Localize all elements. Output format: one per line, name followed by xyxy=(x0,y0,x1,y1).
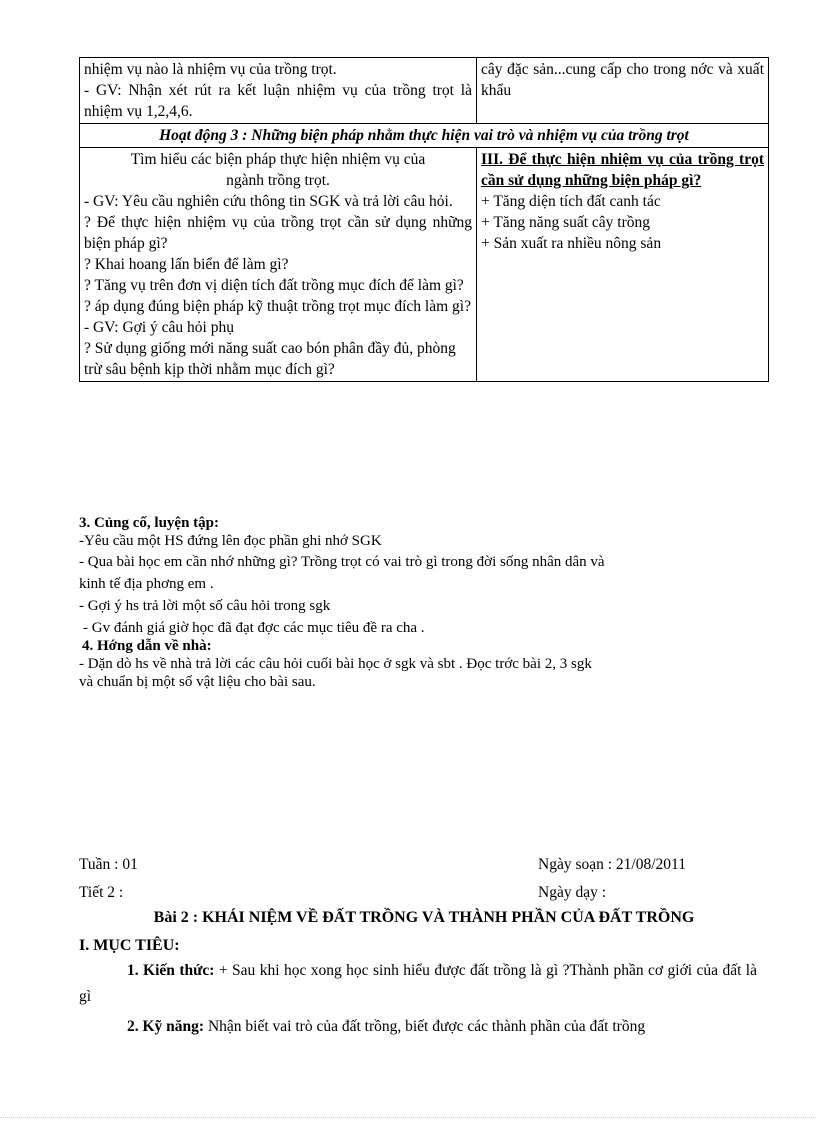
cell-text: + Sản xuất ra nhiều nông sản xyxy=(481,235,662,252)
section-heading: III. Để thực hiện nhiệm vụ của trồng trọt cần sử dụng những biện pháp gì? xyxy=(481,151,764,189)
table-cell-right xyxy=(477,58,769,124)
cell-text: - GV: Yêu cầu nghiên cứu thông tin SGK và trả lời câu hỏi. xyxy=(84,193,453,210)
paragraph-line: - Qua bài học em cần nhớ những gì? Trồng trọt có vai trò gì trong đời sống nhân dân và xyxy=(79,554,605,570)
paragraph-line: -Yêu cầu một HS đứng lên đọc phần ghi nhớ SGK xyxy=(79,533,382,549)
homework-heading: 4. Hớng dẫn về nhà: xyxy=(82,638,212,654)
cell-text: ? áp dụng đúng biện pháp kỹ thuật trồng trọt mục đích làm gì? xyxy=(84,298,471,315)
knowledge-label: 1. Kiến thức: xyxy=(127,962,215,979)
cell-text: - GV: Gợi ý câu hỏi phụ xyxy=(84,319,234,336)
lesson-table xyxy=(79,57,769,382)
skills-text: Nhận biết vai trò của đất trồng, biết được các thành phần của đất trồng xyxy=(204,1018,646,1035)
teach-date: Ngày dạy : xyxy=(538,884,607,901)
week-label: Tuần : 01 xyxy=(79,856,138,873)
cell-text: ngành trồng trọt. xyxy=(226,172,330,189)
cell-text: ? Khai hoang lấn biển để làm gì? xyxy=(84,256,289,273)
paragraph-line: - Gv đánh giá giờ học đã đạt đợc các mục tiêu đề ra cha . xyxy=(83,620,425,636)
objectives-heading: I. MỤC TIÊU: xyxy=(79,937,180,954)
skills-label: 2. Kỹ năng: xyxy=(127,1018,205,1035)
cell-text: + Tăng diện tích đất canh tác xyxy=(481,193,661,210)
consolidation-heading: 3. Củng cố, luyện tập: xyxy=(79,515,220,531)
period-label: Tiết 2 : xyxy=(79,884,124,901)
consolidation-section xyxy=(79,514,769,691)
table-row xyxy=(80,58,769,124)
table-row xyxy=(80,148,769,382)
skills-paragraph xyxy=(79,1014,757,1040)
cell-text: ? Sử dụng giống mới năng suất cao bón phân đầy đủ, phòng trừ sâu bệnh kịp thời nhằm mục đích gì? xyxy=(84,340,456,378)
cell-text: ? Để thực hiện nhiệm vụ của trồng trọt cần sử dụng những biện pháp gì? xyxy=(84,214,472,252)
activity-3-title: Hoạt động 3 : Những biện pháp nhằm thực hiện vai trò và nhiệm vụ của trồng trọt xyxy=(80,124,769,148)
lesson-title: Bài 2 : KHÁI NIỆM VỀ ĐẤT TRỒNG VÀ THÀNH PHẦN CỦA ĐẤT TRỒNG xyxy=(153,909,695,926)
table-cell-right xyxy=(477,148,769,382)
cell-text: cây đặc sản...cung cấp cho trong nớc và xuất khẩu xyxy=(481,61,764,99)
paragraph-line: và chuẩn bị một số vật liệu cho bài sau. xyxy=(79,674,316,690)
page-bottom-divider xyxy=(0,1117,816,1118)
cell-text: - GV: Nhận xét rút ra kết luận nhiệm vụ của trồng trọt là nhiệm vụ 1,2,4,6. xyxy=(84,82,472,120)
cell-text: nhiệm vụ nào là nhiệm vụ của trồng trọt. xyxy=(84,61,337,78)
activity-heading-row xyxy=(80,124,769,148)
table-cell-left xyxy=(80,58,477,124)
paragraph-line: - Gợi ý hs trả lời một số câu hỏi trong sgk xyxy=(79,598,331,614)
table-cell-left xyxy=(80,148,477,382)
knowledge-text: + Sau khi học xong học sinh hiểu được đất trồng là gì ?Thành phần cơ giới của đất là gì xyxy=(79,962,757,1005)
paragraph-line: kinh tế địa phơng em . xyxy=(79,576,214,592)
cell-text: + Tăng năng suất cây trồng xyxy=(481,214,651,231)
cell-text: ? Tăng vụ trên đơn vị diện tích đất trồng mục đích để làm gì? xyxy=(84,277,464,294)
paragraph-line: - Dặn dò hs về nhà trả lời các câu hỏi cuối bài học ở sgk và sbt . Đọc trớc bài 2, 3 sgk xyxy=(79,656,592,672)
prep-date: Ngày soạn : 21/08/2011 xyxy=(538,856,686,873)
cell-text: Tìm hiểu các biện pháp thực hiện nhiệm vụ của xyxy=(130,151,426,168)
knowledge-paragraph xyxy=(79,958,757,1010)
